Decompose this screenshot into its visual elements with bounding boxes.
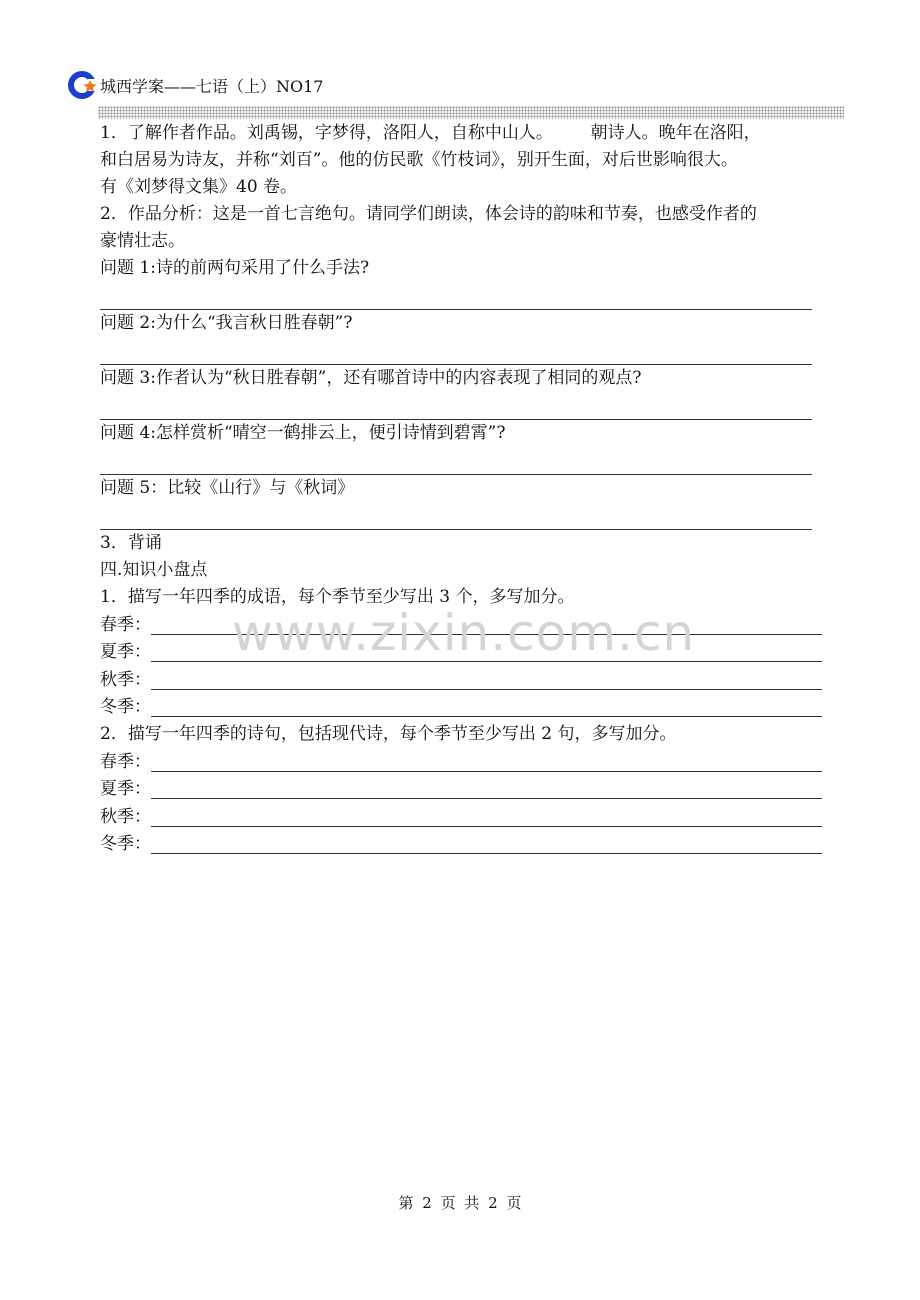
answer-line-1[interactable] [100,282,812,310]
question-4: 问题 4:怎样赏析“晴空一鹤排云上，便引诗情到碧霄”? [100,423,506,443]
idiom-fill-line-autumn[interactable] [151,688,822,690]
answer-line-2[interactable] [100,337,812,365]
recite-heading: 3．背诵 [100,533,162,553]
poem-row-spring [100,748,822,776]
idiom-fill-line-winter[interactable] [151,715,822,717]
poem-row-winter [100,831,822,859]
question-5: 问题 5：比较《山行》与《秋词》 [100,478,355,498]
paragraph: 和白居易为诗友，并称“刘百”。他的仿民歌《竹枝词》，别开生面，对后世影响很大。 [100,150,738,170]
season-label: 冬季： [100,834,151,854]
poem-fill-line-autumn[interactable] [151,825,822,827]
poem-fill-line-summer[interactable] [151,797,822,799]
poem-row-autumn [100,803,822,831]
poem-row-summer [100,776,822,804]
season-label: 夏季： [100,642,151,662]
page-header [68,70,323,100]
season-label: 春季： [100,751,151,772]
answer-line-4[interactable] [100,447,812,475]
paragraph: 1．了解作者作品。刘禹锡，字梦得，洛阳人，自称中山人。 朝诗人。晚年在洛阳， [100,123,761,143]
question-2: 问题 2:为什么“我言秋日胜春朝”? [100,313,353,333]
poem-fill-line-spring[interactable] [151,770,822,772]
page-footer: 第 2 页 共 2 页 [398,1194,522,1212]
task-2-text: 2．描写一年四季的诗句，包括现代诗，每个季节至少写出 2 句，多写加分。 [100,724,677,744]
watermark: www.zixin.com.cn [232,604,696,662]
idiom-row-winter [100,694,822,722]
crescent-star-logo-icon [68,70,98,100]
worksheet-body [100,120,822,858]
task-1-text: 1．描写一年四季的成语，每个季节至少写出 3 个，多写加分。 [100,587,575,607]
header-title: 城西学案——七语（上）NO17 [100,76,324,96]
header-dotted-rule [98,106,844,119]
season-label: 春季： [100,614,151,635]
season-label: 夏季： [100,779,151,799]
paragraph: 2．作品分析：这是一首七言绝句。请同学们朗读，体会诗的韵味和节奏，也感受作者的 [100,204,757,224]
season-label: 冬季： [100,697,151,717]
season-label: 秋季： [100,669,151,690]
idiom-row-autumn [100,666,822,694]
poem-fill-line-winter[interactable] [151,852,822,854]
question-3: 问题 3:作者认为“秋日胜春朝”，还有哪首诗中的内容表现了相同的观点? [100,368,642,388]
answer-line-5[interactable] [100,502,812,530]
season-label: 秋季： [100,806,151,827]
answer-line-3[interactable] [100,392,812,420]
paragraph: 有《刘梦得文集》40 卷。 [100,177,298,197]
section-4-title: 四.知识小盘点 [100,560,208,580]
paragraph: 豪情壮志。 [100,231,185,251]
question-1: 问题 1:诗的前两句采用了什么手法? [100,258,370,278]
